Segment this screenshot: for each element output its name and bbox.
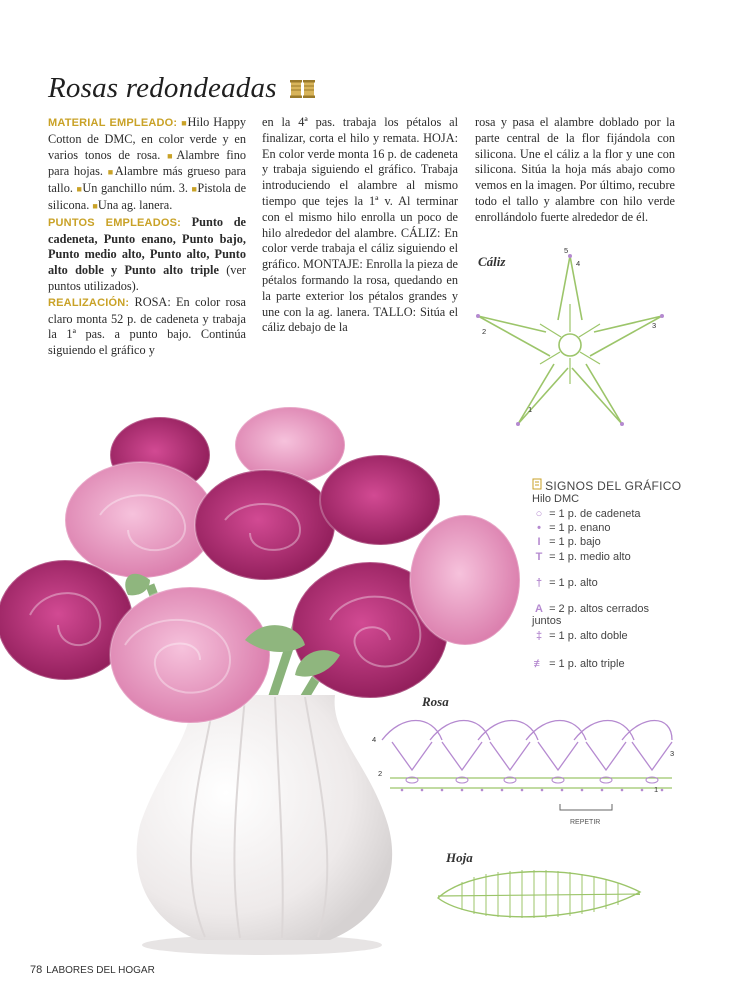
realizacion-text: ROSA: En color rosa claro monta 52 p. de cadeneta y trabaja la 1ª pas. a punto bajo. Continúa siguiendo el gráfico y [48, 294, 246, 358]
repetir-label: REPETIR [570, 819, 601, 826]
material-item: Alambre más grueso para tallo. [48, 164, 246, 196]
legend-item: A = 2 p. altos cerrados juntos [532, 603, 650, 627]
rosa-label: Rosa [422, 694, 449, 709]
legend-marker-icon [532, 481, 542, 493]
legend-item: • = 1 p. enano [537, 522, 611, 534]
title-text: Rosas redondeadas [48, 72, 277, 104]
puntos-note: (ver puntos utilizados). [48, 263, 247, 293]
legend-item: ‡ = 1 p. alto doble [535, 630, 628, 642]
material-heading: MATERIAL EMPLEADO: [48, 117, 178, 129]
caliz-row-number: 3 [652, 321, 657, 330]
page-number: 78 [30, 964, 43, 976]
legend-item: ≢ = 1 p. alto triple [533, 658, 625, 670]
material-item: Alambre fino para hojas. [48, 147, 247, 179]
rosa-diagram [372, 712, 682, 832]
legend-item: ○ = 1 p. de cadeneta [535, 508, 641, 520]
material-item: Hilo Happy Cotton de DMC, en color verde y en varios tonos de rosa. [48, 115, 247, 162]
caliz-row-number: 5 [564, 246, 569, 255]
realizacion-heading: REALIZACIÓN: [48, 296, 130, 309]
caliz-label: Cáliz [478, 254, 506, 269]
hoja-diagram [432, 862, 652, 926]
legend-item: I = 1 p. bajo [537, 536, 601, 548]
magazine-name: LABORES DEL HOGAR [46, 965, 155, 976]
hoja-label: Hoja [446, 850, 473, 865]
legend-item: T = 1 p. medio alto [535, 551, 631, 563]
page-footer [30, 964, 155, 976]
rosa-row-number: 1 [654, 785, 659, 794]
article-title [48, 72, 316, 107]
legend-subheading: Hilo DMC [532, 493, 580, 505]
puntos-heading: PUNTOS EMPLEADOS: [48, 216, 181, 229]
column-3-text: rosa y pasa el alambre doblado por la parte central de la flor fijándola con silicona. Une el cáliz a la flor y une con silicona. Sitúa la hoja más abajo como vemos en la imagen. Por último, recubre todo el tallo y alambre con hilo verde enrollándolo fuerte alrededor de él. [475, 115, 675, 224]
rosa-row-number: 3 [670, 749, 675, 758]
puntos-list: Punto de cadeneta, Punto enano, Punto bajo, Punto medio alto, Punto alto, Punto alto doble y Punto alto triple [48, 214, 247, 278]
material-item: Un ganchillo núm. 3. [82, 181, 188, 196]
caliz-row-number: 2 [482, 327, 487, 336]
column-1-text: MATERIAL EMPLEADO: ■Hilo Happy Cotton de DMC, en color verde y en varios tonos de rosa. ■Alambre fino para hojas. ■Alambre más grueso para tallo. ■Un ganchillo núm. 3. ■Pistola de silicona. ■Una ag. lanera. PUNTOS EMPLEADOS: Punto de cadeneta, Punto enano, Punto bajo, Punto medio alto, Punto alto, Punto alto doble y Punto alto triple (ver puntos utilizados). REALIZACIÓN: ROSA: En color rosa claro monta 52 p. de cadeneta y trabaja la 1ª pas. a punto bajo. Continúa siguiendo el gráfico y [48, 115, 247, 358]
caliz-row-number: 1 [528, 405, 533, 414]
legend-heading: SIGNOS DEL GRÁFICO [545, 479, 682, 493]
material-item: Una ag. lanera. [97, 197, 173, 212]
material-item: Pistola de silicona. [48, 181, 247, 212]
caliz-row-number: 4 [576, 259, 581, 268]
legend-item: † = 1 p. alto [535, 577, 598, 589]
rosa-row-number: 2 [378, 769, 383, 778]
rosa-row-number: 4 [372, 735, 377, 744]
column-2-text: en la 4ª pas. trabaja los pétalos al finalizar, corta el hilo y remata. HOJA: En color verde monta 16 p. de cadeneta y trabaja siguiendo el gráfico. Trabaja introduciendo el alambre al mismo tiempo que tejes la 1ª v. Al terminar con el mismo hilo enrolla un poco de hilo alrededor del alambre. CÁLIZ: En color verde trabaja el cáliz siguiendo el gráfico. MONTAJE: Enrolla la pieza de pétalos formando la rosa, quedando en la parte exterior los pétalos grandes y une con la ag. lanera. TALLO: Sitúa el cáliz debajo de la [262, 115, 458, 335]
thread-spools-icon [290, 74, 316, 107]
